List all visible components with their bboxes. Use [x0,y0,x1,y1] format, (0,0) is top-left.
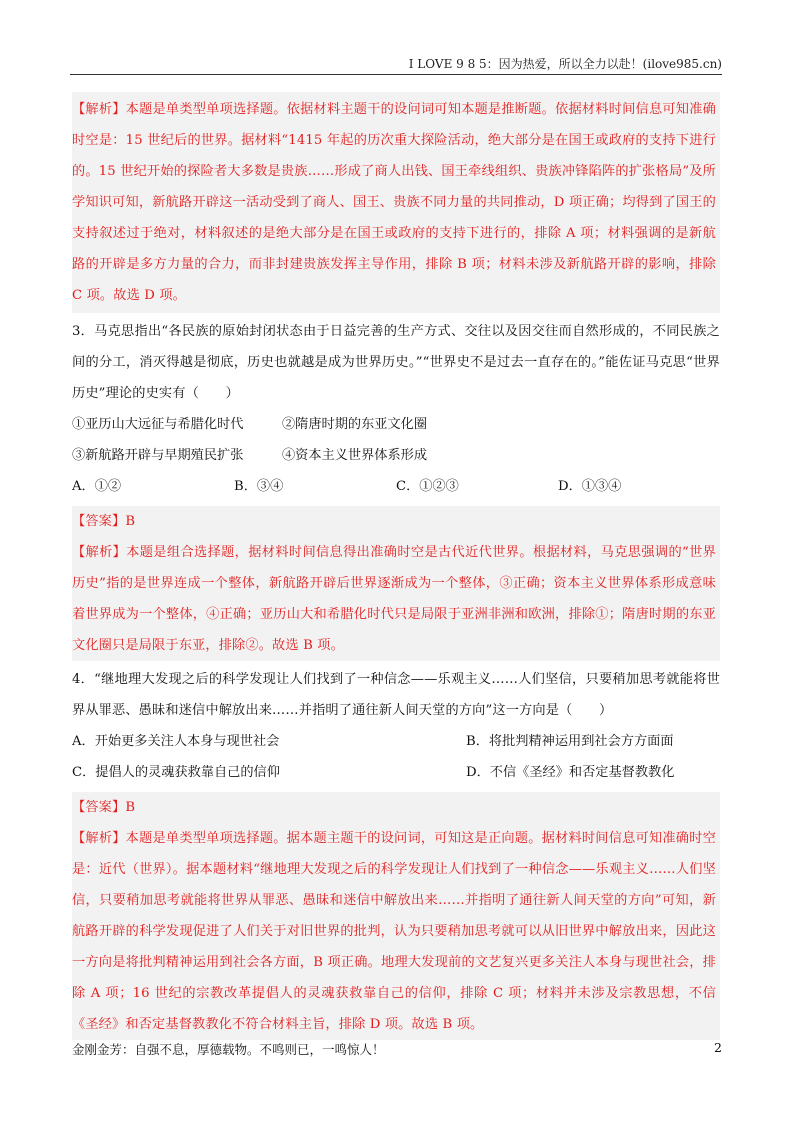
q3-item-3: ③新航路开辟与早期殖民扩张 [72,448,244,463]
analysis-tag: 【解析】 [72,545,127,560]
footer-motto: 金刚金芳：自强不息，厚德载物。不鸣则已，一鸣惊人！ [72,1042,385,1057]
analysis-tag: 【解析】 [72,831,126,846]
analysis-block-q2 [72,92,720,313]
q4-option-c: C．提倡人的灵魂获救靠自己的信仰 [72,765,280,780]
q4-option-b: B．将批判精神运用到社会方方面面 [466,734,674,749]
page-content [72,92,720,1040]
q3-item-4: ④资本主义世界体系形成 [282,448,428,463]
q4-answer-line [72,792,716,823]
question-3-items-row1 [72,409,720,440]
header-divider [70,74,722,75]
question-3-stem: 3．马克思指出“各民族的原始封闭状态由于日益完善的生产方式、交往以及因交往而自然形成的，不同民族之间的分工，消灭得越是彻底，历史也就越是成为世界历史。”“世界史不是过去一直存在的。”能佐证马克思“世界历史”理论的史实有（ ） [72,324,720,401]
answer-tag: 【答案】 [72,514,126,529]
analysis-text: 本题是单类型单项选择题。依据材料主题干的设问词可知本题是推断题。依据材料时间信息可知准确时空是：15 世纪后的世界。据材料“1415 年起的历次重大探险活动，绝大部分是在国王或政府的支持下进行的。15 世纪开始的探险者大多数是贵族……形成了商人出钱、国王牵线组织、贵族冲锋陷阵的扩张格局”及所学知识可知，新航路开辟这一活动受到了商人、国王、贵族不同力量的共同推动，D 项正确；均得到了国王的支持叙述过于绝对，材料叙述的是绝大部分是在国王或政府的支持下进行的，排除 A 项；材料强调的是新航路的开辟是多方力量的合力，而非封建贵族发挥主导作用，排除 B 项；材料未涉及新航路开辟的影响，排除 C 项。故选 D 项。 [72,102,716,303]
question-3-options [72,471,720,502]
q3-option-d: D．①③④ [558,479,622,494]
q3-answer-line [72,506,716,537]
answer-tag: 【答案】 [72,800,126,815]
answer-value: B [125,800,136,815]
question-3-items-row2 [72,440,720,471]
question-4-options-row1 [72,726,720,757]
q3-option-b: B．③④ [234,479,284,494]
q3-analysis [72,537,716,661]
question-4-options-row2 [72,757,720,788]
q4-answer-block [72,792,720,1040]
answer-value: B [125,514,136,529]
analysis-text: 本题是组合选择题，据材料时间信息得出准确时空是古代近代世界。根据材料，马克思强调的“世界历史”指的是世界连成一个整体，新航路开辟后世界逐渐成为一个整体，③正确；资本主义世界体系形成意味着世界成为一个整体，④正确；亚历山大和希腊化时代只是局限于亚洲非洲和欧洲，排除①；隋唐时期的东亚文化圈只是局限于东亚，排除②。故选 B 项。 [72,545,716,653]
q3-item-1: ①亚历山大远征与希腊化时代 [72,417,244,432]
question-4-stem: 4．“继地理大发现之后的科学发现让人们找到了一种信念——乐观主义……人们坚信，只要稍加思考就能将世界从罪恶、愚昧和迷信中解放出来……并指明了通往新人间天堂的方向”这一方向是（ ） [72,672,720,718]
analysis-text: 本题是单类型单项选择题。据本题主题干的设问词，可知这是正向题。据材料时间信息可知准确时空是：近代（世界）。据本题材料“继地理大发现之后的科学发现让人们找到了一种信念——乐观主义……人们坚信，只要稍加思考就能将世界从罪恶、愚昧和迷信中解放出来……并指明了通往新人间天堂的方向”可知，新航路开辟的科学发现促进了人们关于对旧世界的批判，认为只要稍加思考就可以从旧世界中解放出来，因此这一方向是将批判精神运用到社会各方面，B 项正确。地理大发现前的文艺复兴更多关注人本身与现世社会，排除 A 项；16 世纪的宗教改革提倡人的灵魂获救靠自己的信仰，排除 C 项；材料并未涉及宗教思想，不信《圣经》和否定基督教教化不符合材料主旨，排除 D 项。故选 B 项。 [72,831,716,1032]
page-header: I LOVE 9 8 5：因为热爱，所以全力以赴！(ilove985.cn) [408,57,722,71]
q4-analysis [72,823,716,1040]
q3-option-a: A．①② [72,479,122,494]
analysis-tag: 【解析】 [72,102,126,117]
q3-option-c: C．①②③ [396,479,459,494]
q3-answer-block [72,506,720,661]
q4-option-a: A．开始更多关注人本身与现世社会 [72,734,280,749]
page-number: 2 [714,1040,722,1055]
q4-option-d: D．不信《圣经》和否定基督教教化 [466,765,675,780]
q3-item-2: ②隋唐时期的东亚文化圈 [282,417,428,432]
